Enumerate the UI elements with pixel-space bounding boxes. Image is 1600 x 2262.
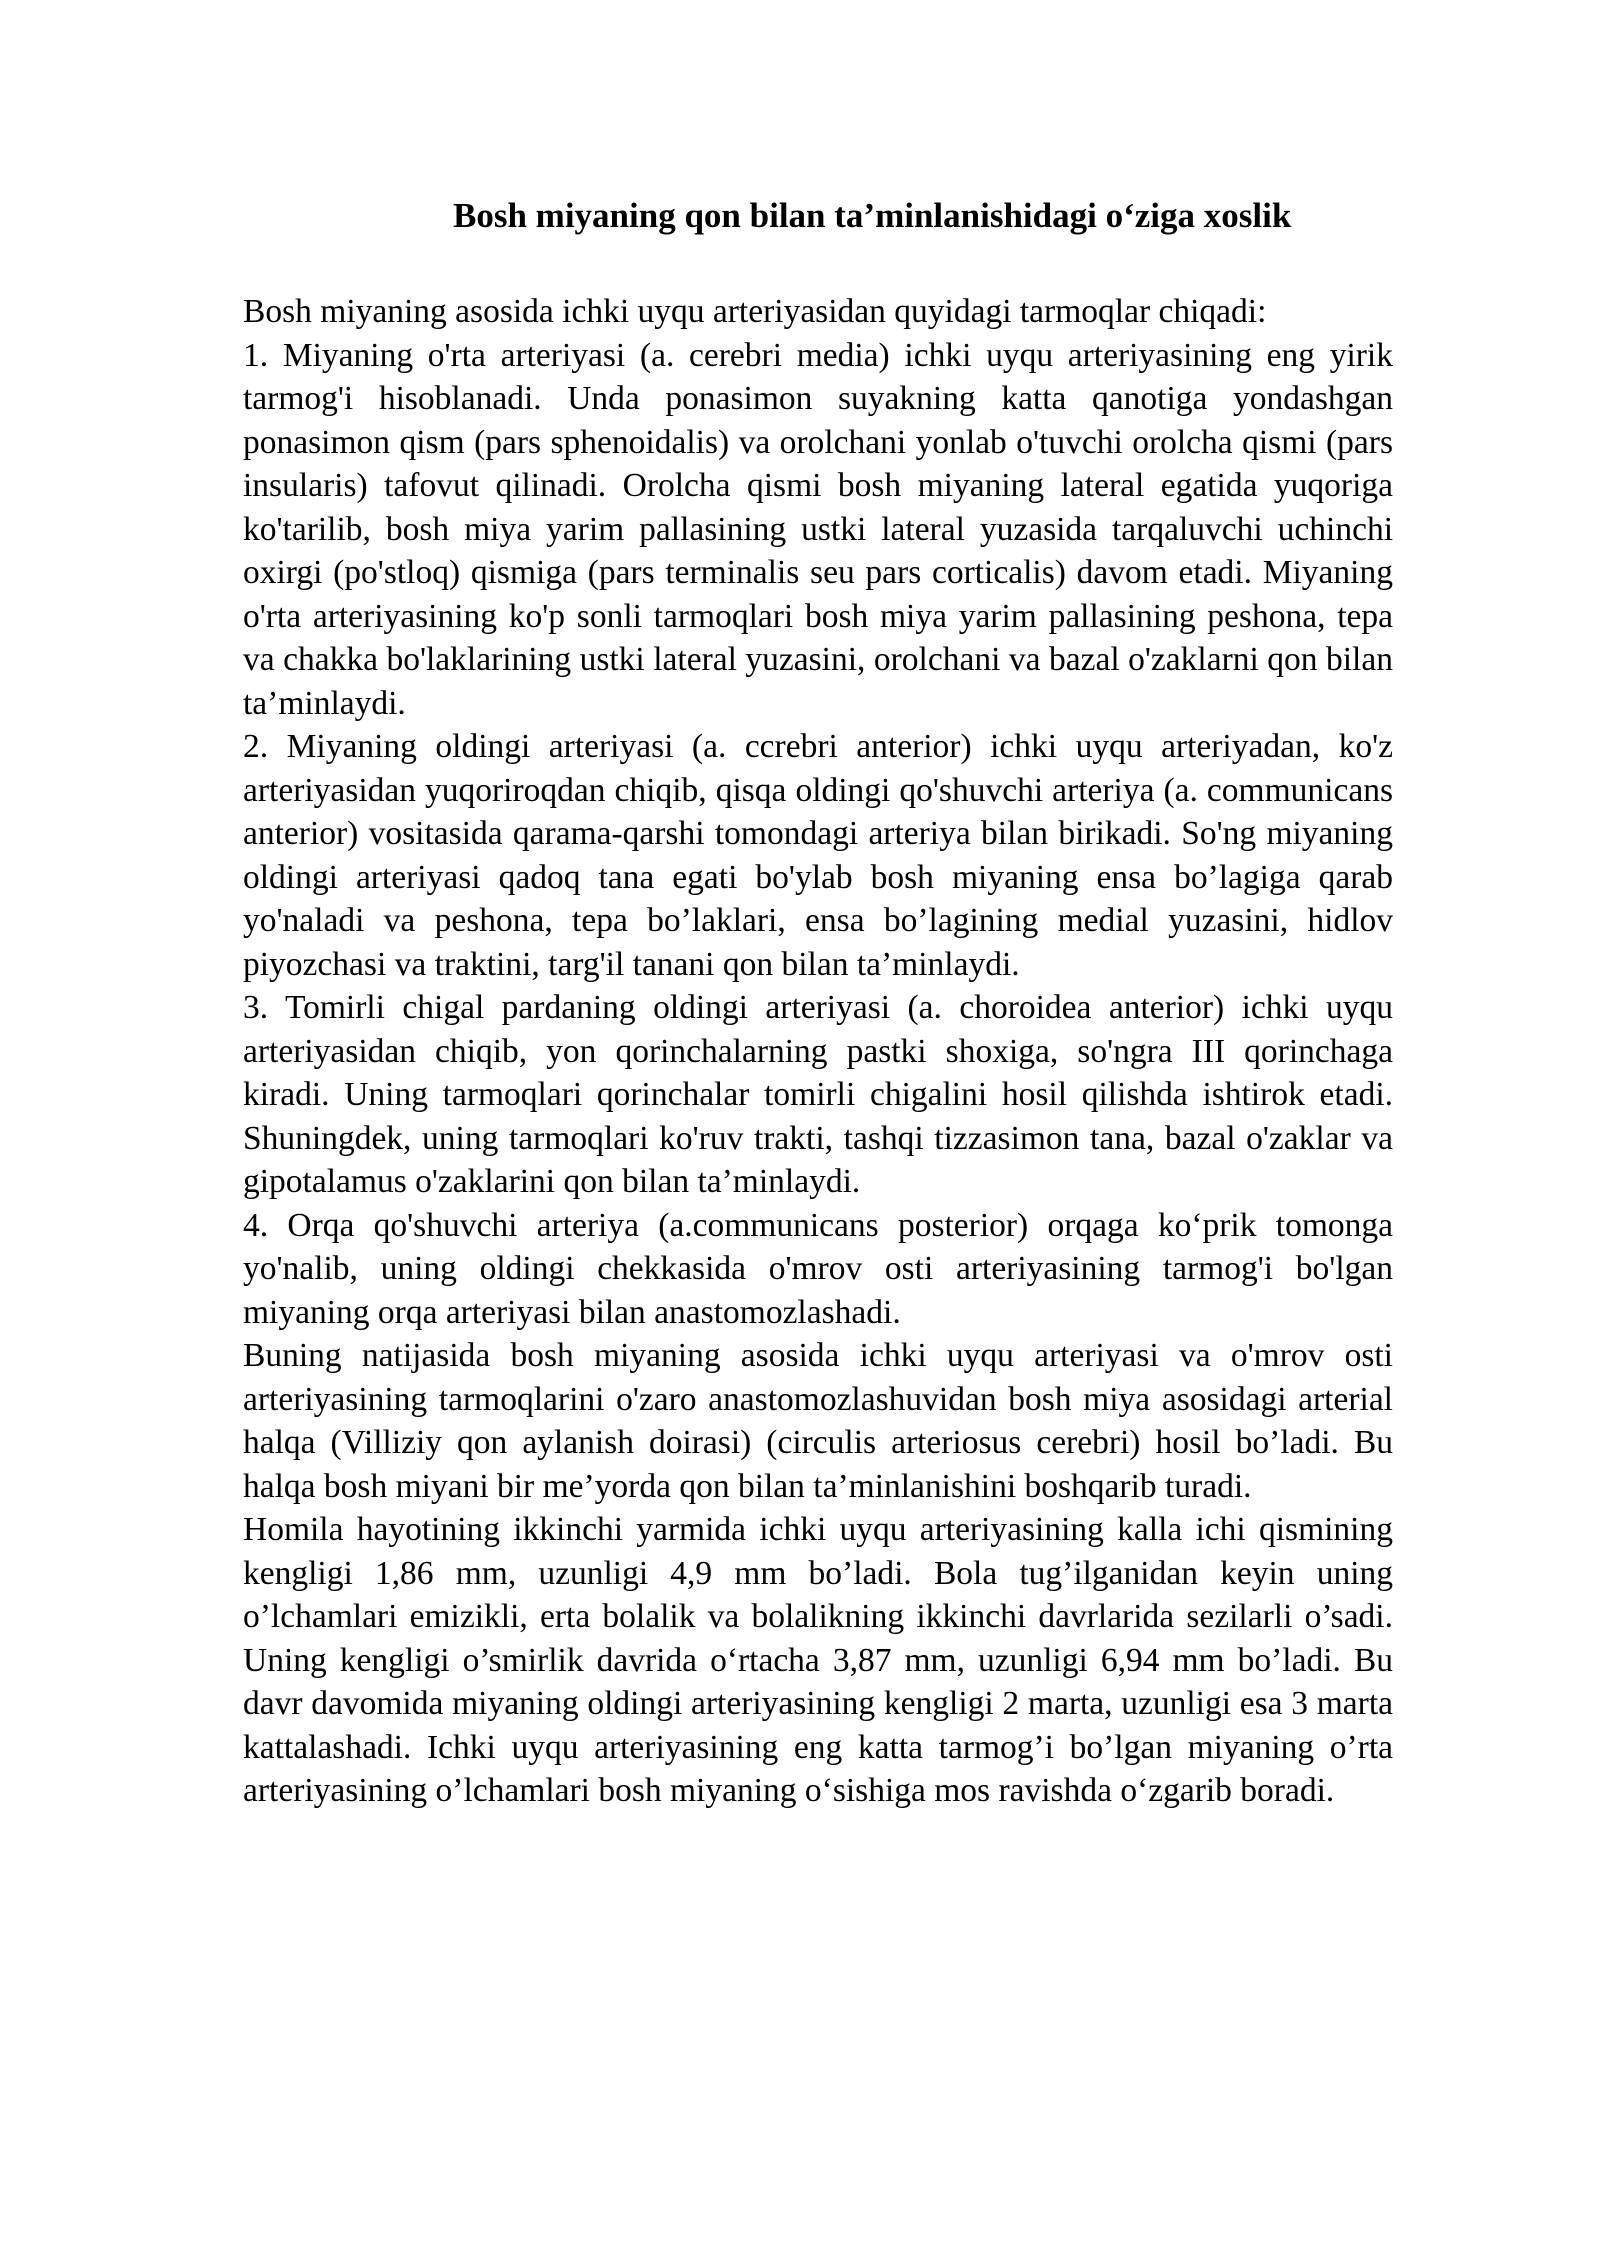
paragraph-item-1: 1. Miyaning o'rta arteriyasi (a. cerebri media) ichki uyqu arteriyasining eng yirik tarmog'i hisoblanadi. Unda ponasimon suyakning katta qanotiga yondashgan ponasimon qism (pars sphenoidalis) va orolchani yonlab o'tuvchi orolcha qismi (pars insularis) tafovut qilinadi. Orolcha qismi bosh miyaning lateral egatida yuqoriga ko'tarilib, bosh miya yarim pallasining ustki lateral yuzasida tarqaluvchi uchinchi oxirgi (po'stloq) qismiga (pars terminalis seu pars corticalis) davom etadi. Miyaning o'rta arteriyasining ko'p sonli tarmoqlari bosh miya yarim pallasining peshona, tepa va chakka bo'laklarining ustki lateral yuzasini, orolchani va bazal o'zaklarni qon bilan ta’minlaydi. [243,336,1393,722]
document-body [243,290,1393,1813]
paragraph-item-2: 2. Miyaning oldingi arteriyasi (a. ccrebri anterior) ichki uyqu arteriyadan, ko'z arteriyasidan yuqoriroqdan chiqib, qisqa oldingi qo'shuvchi arteriya (a. communicans anterior) vositasida qarama-qarshi tomondagi arteriya bilan birikadi. So'ng miyaning oldingi arteriyasi qadoq tana egati bo'ylab bosh miyaning ensa bo’lagiga qarab yo'naladi va peshona, tepa bo’laklari, ensa bo’lagining medial yuzasini, hidlov piyozchasi va traktini, targ'il tanani qon bilan ta’minlaydi. [243,728,1393,983]
paragraph-intro: Bosh miyaning asosida ichki uyqu arteriyasidan quyidagi tarmoqlar chiqadi: [243,293,1267,330]
paragraph-item-3: 3. Tomirli chigal pardaning oldingi arteriyasi (a. choroidea anterior) ichki uyqu arteriyasidan chiqib, yon qorinchalarning pastki shoxiga, so'ngra III qorinchaga kiradi. Uning tarmoqlari qorinchalar tomirli chigalini hosil qilishda ishtirok etadi. Shuningdek, uning tarmoqlari ko'ruv trakti, tashqi tizzasimon tana, bazal o'zaklar va gipotalamus o'zaklarini qon bilan ta’minlaydi. [243,989,1393,1200]
paragraph-item-4: 4. Orqa qo'shuvchi arteriya (a.communicans posterior) orqaga ko‘prik tomonga yo'nalib, uning oldingi chekkasida o'mrov osti arteriyasining tarmog'i bo'lgan miyaning orqa arteriyasi bilan anastomozlashadi. [243,1206,1393,1331]
document-title: Bosh miyaning qon bilan ta’minlanishidagi o‘ziga xoslik [453,196,1292,235]
paragraph-development: Homila hayotining ikkinchi yarmida ichki uyqu arteriyasining kalla ichi qismining kengligi 1,86 mm, uzunligi 4,9 mm bo’ladi. Bola tug’ilganidan keyin uning o’lchamlari emizikli, erta bolalik va bolalikning ikkinchi davrlarida sezilarli o’sadi. Uning kengligi o’smirlik davrida o‘rtacha 3,87 mm, uzunligi 6,94 mm bo’ladi. Bu davr davomida miyaning oldingi arteriyasining kengligi 2 marta, uzunligi esa 3 marta kattalashadi. Ichki uyqu arteriyasining eng katta tarmog’i bo’lgan miyaning o’rta arteriyasining o’lchamlari bosh miyaning o‘sishiga mos ravishda o‘zgarib boradi. [243,1511,1393,1809]
paragraph-arterial-circle: Buning natijasida bosh miyaning asosida ichki uyqu arteriyasi va o'mrov osti arteriyasining tarmoqlarini o'zaro anastomozlashuvidan bosh miya asosidagi arterial halqa (Villiziy qon aylanish doirasi) (circulis arteriosus cerebri) hosil bo’ladi. Bu halqa bosh miyani bir me’yorda qon bilan ta’minlanishini boshqarib turadi. [243,1337,1393,1505]
